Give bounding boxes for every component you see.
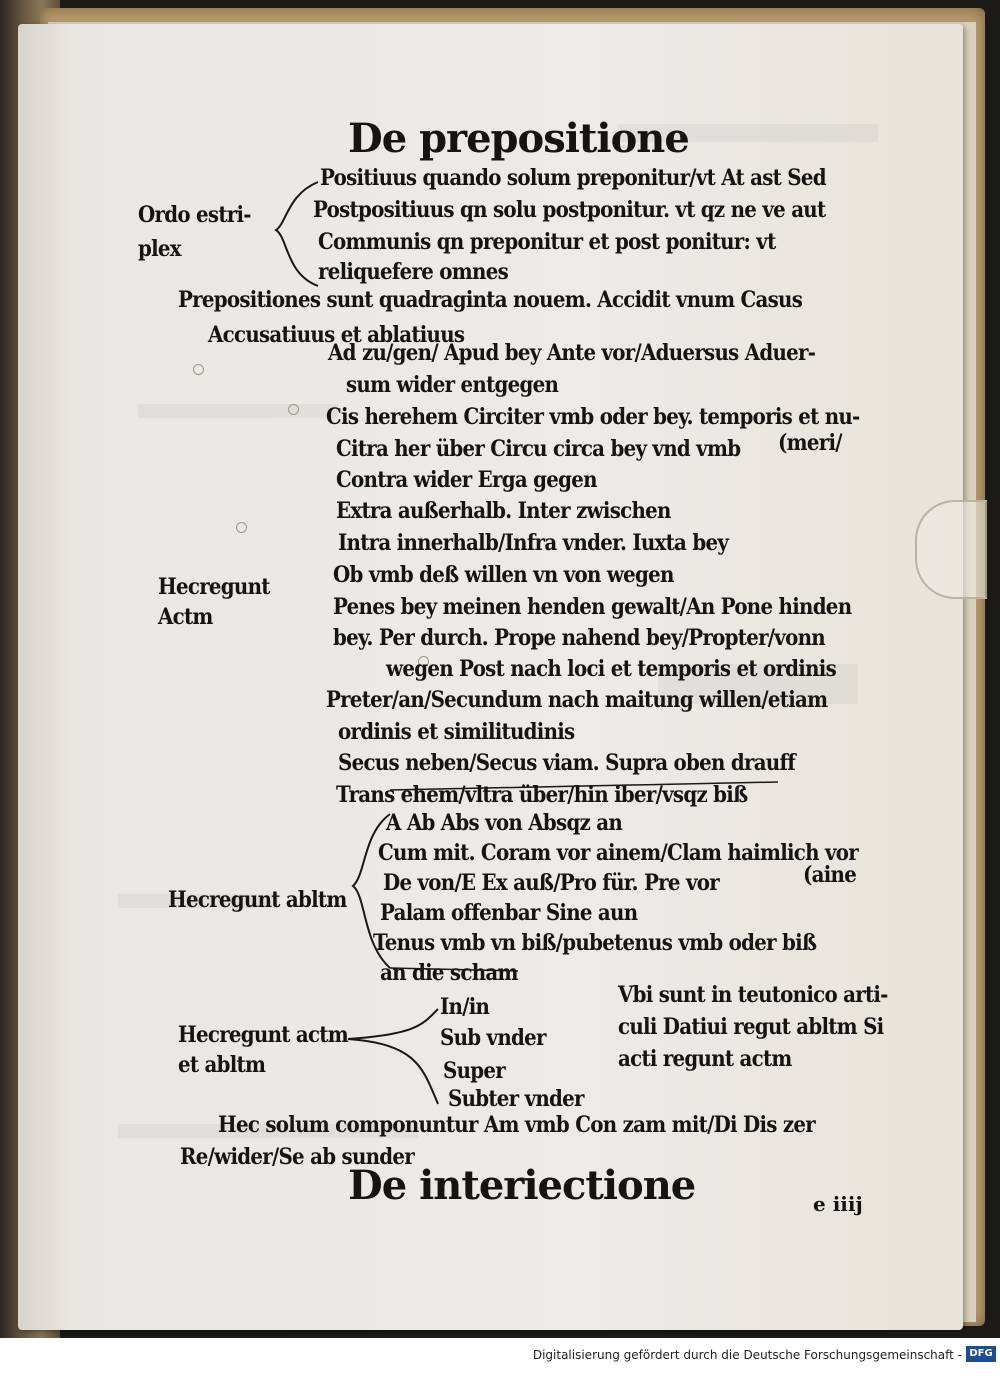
- footer-bar: [0, 1338, 1000, 1386]
- book-page: [18, 24, 963, 1330]
- abl-line: A Ab Abs von Absqz an: [386, 810, 623, 836]
- both-line: Subter vnder: [448, 1086, 584, 1112]
- acc-line: Cis herehem Circiter vmb oder bey. temporis et nu-: [326, 404, 860, 430]
- acc-line: Ob vmb deß willen vn von wegen: [333, 562, 674, 588]
- acc-label-line1: Hecregunt: [158, 574, 270, 600]
- dfg-logo: DFG: [966, 1346, 996, 1362]
- acc-line: Intra innerhalb/Infra vnder. Iuxta bey: [338, 530, 729, 556]
- acc-line: sum wider entgegen: [346, 372, 559, 398]
- both-line: In/in: [440, 994, 490, 1020]
- both-line: Sub vnder: [440, 1025, 546, 1051]
- both-label-line1: Hecregunt actm: [178, 1022, 348, 1048]
- abl-line: Tenus vmb vn biß/pubetenus vmb oder biß: [373, 930, 817, 956]
- acc-line: bey. Per durch. Prope nahend bey/Propter/vonn: [333, 625, 825, 651]
- both-line: Super: [443, 1058, 505, 1084]
- order-line: Positiuus quando solum preponitur/vt At ast Sed: [320, 165, 826, 191]
- acc-line: Ad zu/gen/ Apud bey Ante vor/Aduersus Aduer-: [328, 340, 816, 366]
- acc-line: Contra wider Erga gegen: [336, 467, 597, 493]
- intro-line: Prepositiones sunt quadraginta nouem. Accidit vnum Casus: [178, 287, 803, 313]
- acc-line: Citra her über Circu circa bey vnd vmb: [336, 436, 741, 462]
- abl-label: Hecregunt abltm: [168, 887, 347, 913]
- abl-line: Cum mit. Coram vor ainem/Clam haimlich vor: [378, 840, 858, 866]
- abl-line: De von/E Ex auß/Pro für. Pre vor: [383, 870, 719, 896]
- abl-line: Palam offenbar Sine aun: [380, 900, 638, 926]
- order-label-line1: Ordo estri-: [138, 202, 251, 228]
- acc-line: wegen Post nach loci et temporis et ordinis: [386, 656, 837, 682]
- footer-credit: Digitalisierung gefördert durch die Deutsche Forschungsgemeinschaft -: [532, 1348, 962, 1362]
- both-note-line: acti regunt actm: [618, 1046, 792, 1072]
- both-label-line2: et abltm: [178, 1052, 266, 1078]
- section-title: De prepositione: [348, 115, 689, 162]
- acc-line: ordinis et similitudinis: [338, 719, 575, 745]
- abl-right-note: (aine: [803, 862, 857, 888]
- compound-line: Hec solum componuntur Am vmb Con zam mit/Di Dis zer: [218, 1112, 815, 1138]
- next-section-title: De interiectione: [348, 1162, 696, 1209]
- acc-line: Penes bey meinen henden gewalt/An Pone hinden: [333, 594, 852, 620]
- abl-line: an die scham: [380, 960, 518, 986]
- brace-lines: [18, 24, 963, 1330]
- order-line: reliquefere omnes: [318, 259, 509, 285]
- order-label-line2: plex: [138, 236, 181, 262]
- acc-line: Preter/an/Secundum nach maitung willen/etiam: [326, 687, 828, 713]
- both-note-line: Vbi sunt in teutonico arti-: [618, 982, 888, 1008]
- acc-line: Secus neben/Secus viam. Supra oben drauff: [338, 750, 796, 776]
- signature-mark: e iiij: [813, 1192, 863, 1216]
- acc-right-note: (meri/: [778, 430, 842, 456]
- order-line: Communis qn preponitur et post ponitur: vt: [318, 229, 776, 255]
- acc-line: Trans ehem/vltra über/hin iber/vsqz biß: [336, 782, 748, 808]
- acc-line: Extra außerhalb. Inter zwischen: [336, 498, 671, 524]
- page-tab-marker: [915, 500, 987, 599]
- order-line: Postpositiuus qn solu postponitur. vt qz ne ve aut: [313, 197, 826, 223]
- intro-line: Accusatiuus et ablatiuus: [208, 322, 465, 348]
- both-note-line: culi Datiui regut abltm Si: [618, 1014, 884, 1040]
- acc-label-line2: Actm: [158, 604, 213, 630]
- compound-line: Re/wider/Se ab sunder: [180, 1144, 415, 1170]
